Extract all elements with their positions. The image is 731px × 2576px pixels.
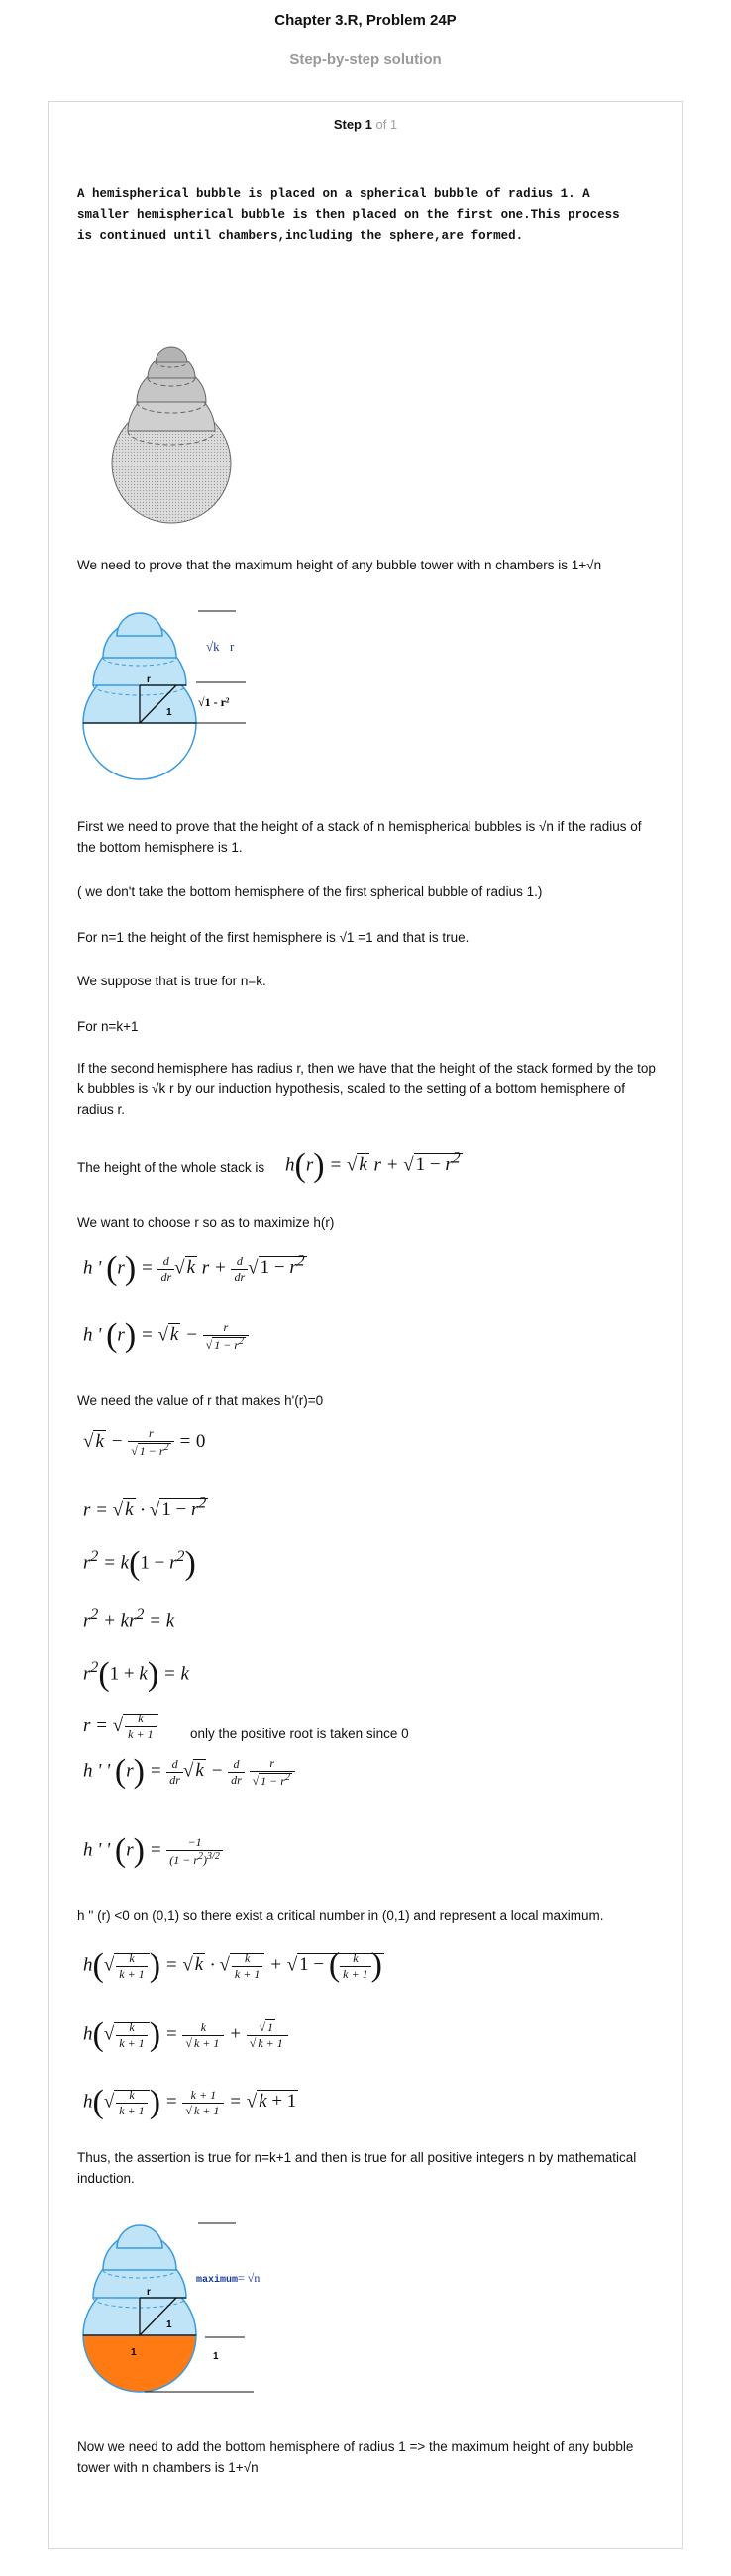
paragraph-induction: For n=k+1 <box>77 1019 139 1034</box>
eq-zero: √ k − $\frac{r}{√ 1 - r^2}$ = 0 <box>83 1426 206 1458</box>
paragraph-critical: We need the value of r that makes h'(r)=0 <box>77 1393 324 1408</box>
figure-gray-bubble-tower <box>109 347 248 530</box>
label-1-orange: 1 <box>131 2347 137 2358</box>
eq-height: h(r) = √ k r + √ $1 - r^2$ <box>285 1147 461 1184</box>
eq-derivative-1: h ' (r) = $\frac{d}{dr}$ √ k r + $\frac{d}{dr}$ √ $1 - r^2$ <box>83 1250 305 1287</box>
eq-second-derivative-1: h ' ' (r) = $\frac{d}{dr}$ √ k − $\frac{d}{dr}$ $\frac{r}{√ 1 - r^2}$ <box>83 1753 295 1791</box>
label-r: r <box>147 674 151 685</box>
label-1: 1 <box>166 707 172 718</box>
paragraph-local-max: h '' (r) <0 on (0,1) so there exist a critical number in (0,1) and represent a local maximum. <box>77 1908 604 1923</box>
label-r-blue: r <box>230 639 235 654</box>
label-1-upper: 1 <box>166 2319 172 2330</box>
eq-r-1: r = √ k · √ $1 - r^2$ <box>83 1495 207 1521</box>
paragraph-first: First we need to prove that the height of a stack of n hemispherical bubbles is √n if the radius of the bottom hemisphere is 1. <box>77 819 642 855</box>
step-indicator <box>0 117 731 132</box>
label-maximum: maximum <box>196 2275 239 2286</box>
eq-derivative-2: h ' (r) = √ k − $\frac{r}{√ 1 - r^2}$ <box>83 1317 249 1355</box>
label-sqrt-1-r2: √1 - r² <box>198 695 230 709</box>
eq-second-derivative-2: h ' ' (r) = $\frac{-1}{(1 - r^2)^{3/2}}$ <box>83 1832 223 1870</box>
step-label: Step 1 <box>333 117 372 132</box>
label-r-final: r <box>147 2287 151 2298</box>
eq-h-max-3: h(√ $\frac{k}{k + 1}$ ) = $\frac{k + 1}{√ k + 1}$ = √ k + 1 <box>83 2084 297 2120</box>
intro-text: A hemispherical bubble is placed on a spherical bubble of radius 1. A smaller hemispherical bubble is then placed on the first one.This process is continued until chambers,including the sphere,are formed. <box>77 187 620 243</box>
figure-blue-bubble-tower <box>79 606 267 784</box>
page-subtitle: Step-by-step solution <box>289 52 442 68</box>
paragraph-final: Now we need to add the bottom hemisphere of radius 1 => the maximum height of any bubble tower with n chambers is 1+√n <box>77 2439 634 2475</box>
paragraph-height: The height of the whole stack is <box>77 1160 265 1175</box>
eq-h-max-2: h(√ $\frac{k}{k + 1}$ ) = $\frac{k}{√ k + 1}$ + $\frac{√ 1}{√ k + 1}$ <box>83 2016 288 2054</box>
eq-r-3: $r^2 + kr^2 = k$ <box>83 1606 175 1632</box>
eq-r-4: $r^2(1 + k) = k$ <box>83 1656 189 1693</box>
label-equals-sqrt-n: = √n <box>238 2271 261 2285</box>
label-sqrt-k: √k <box>206 639 220 654</box>
page-title: Chapter 3.R, Problem 24P <box>274 12 457 29</box>
paragraph-note: ( we don't take the bottom hemisphere of the first spherical bubble of radius 1.) <box>77 884 543 899</box>
step-of: of 1 <box>375 117 398 132</box>
paragraph-maximize: We want to choose r so as to maximize h(r) <box>77 1215 335 1230</box>
paragraph-goal: We need to prove that the maximum height of any bubble tower with n chambers is 1+√n <box>77 558 602 572</box>
paragraph-conclusion: Thus, the assertion is true for n=k+1 and then is true for all positive integers n by mathematical induction. <box>77 2150 637 2186</box>
figure-final-bubble-tower <box>79 2220 277 2399</box>
eq-h-max-1: h(√ $\frac{k}{k + 1}$ ) = √ k · √ $\frac{k}{k + 1}$ + √ 1 − ( $\frac{k}{k + 1}$ ) <box>83 1947 382 1984</box>
eq-r-2: $r^2 = k(1 - r^2)$ <box>83 1545 196 1582</box>
eq-r-5: r = √ $\frac{k}{k + 1}$ <box>83 1711 158 1742</box>
paragraph-hypothesis: We suppose that is true for n=k. <box>77 974 266 988</box>
paragraph-base-case: For n=1 the height of the first hemisphere is √1 =1 and that is true. <box>77 930 470 945</box>
paragraph-second-hemisphere: If the second hemisphere has radius r, then we have that the height of the stack formed by the top k bubbles is √k r by our induction hypothesis, scaled to the setting of a bottom hemisphere of radius r. <box>77 1061 656 1117</box>
paragraph-positive-root: only the positive root is taken since 0 <box>190 1726 409 1741</box>
label-1-right: 1 <box>213 2351 219 2362</box>
